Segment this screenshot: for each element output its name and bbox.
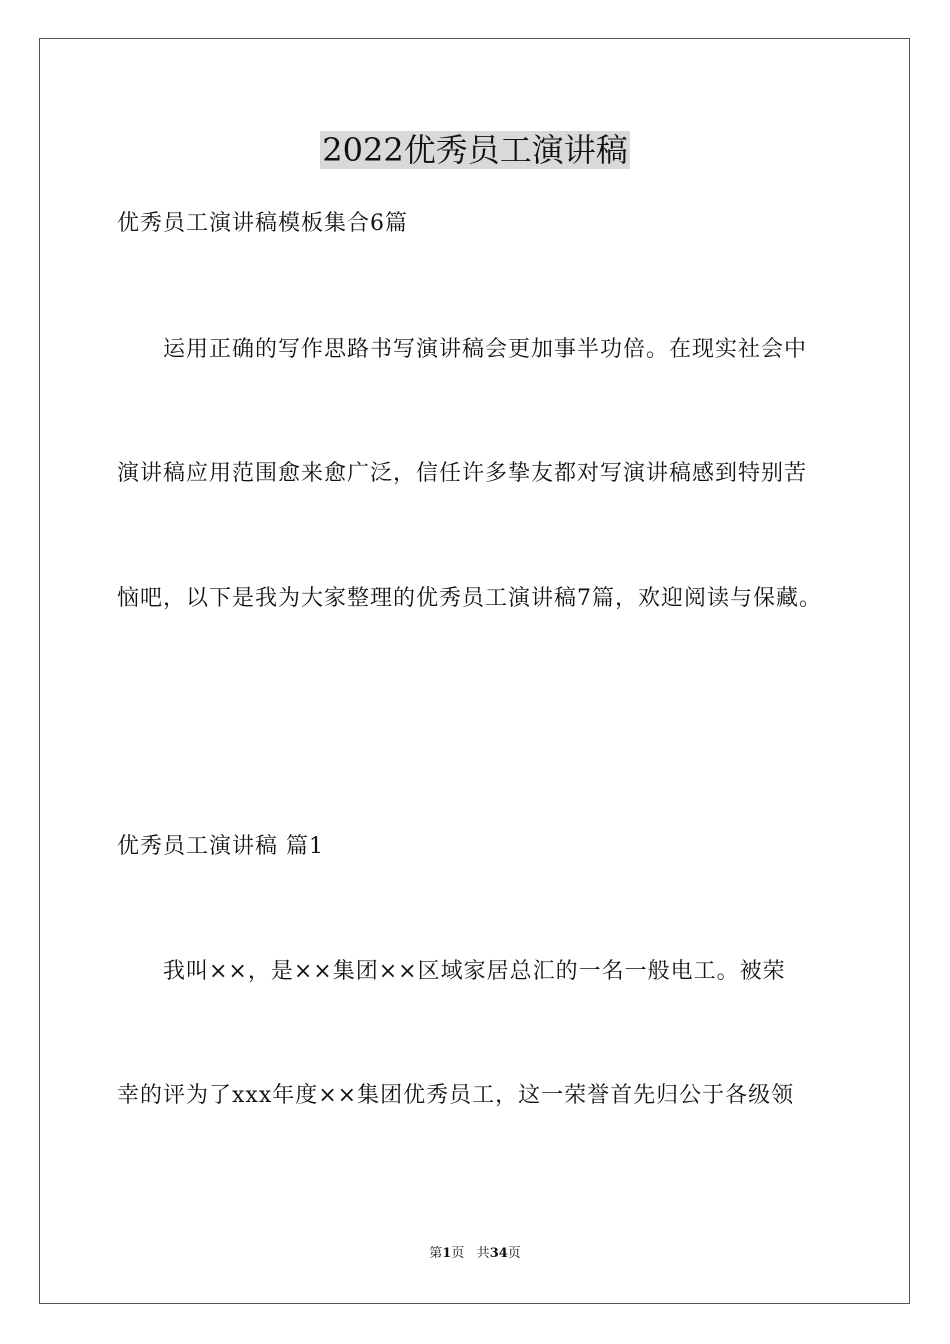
intro-line-2: 演讲稿应用范围愈来愈广泛，信任许多挚友都对写演讲稿感到特别苦 bbox=[117, 461, 808, 486]
total-suffix: 页 bbox=[507, 1246, 521, 1261]
document-subtitle: 优秀员工演讲稿模板集合6篇 bbox=[117, 211, 408, 236]
page-prefix: 第 bbox=[429, 1246, 443, 1261]
section-line-1: 我叫××，是××集团××区域家居总汇的一名一般电工。被荣 bbox=[163, 959, 786, 984]
intro-line-1: 运用正确的写作思路书写演讲稿会更加事半功倍。在现实社会中 bbox=[163, 337, 808, 362]
total-prefix: 共 bbox=[476, 1246, 490, 1261]
section-line-2: 幸的评为了xxx年度××集团优秀员工，这一荣誉首先归公于各级领 bbox=[117, 1083, 795, 1108]
page-suffix: 页 bbox=[451, 1246, 465, 1261]
title-text: 2022优秀员工演讲稿 bbox=[322, 131, 628, 169]
intro-line-3: 恼吧，以下是我为大家整理的优秀员工演讲稿7篇，欢迎阅读与保藏。 bbox=[117, 586, 822, 611]
page-number: 1 bbox=[442, 1246, 452, 1261]
page-footer bbox=[0, 1244, 950, 1264]
document-title bbox=[0, 126, 950, 174]
section-heading: 优秀员工演讲稿 篇1 bbox=[117, 834, 324, 859]
total-pages: 34 bbox=[489, 1246, 508, 1261]
